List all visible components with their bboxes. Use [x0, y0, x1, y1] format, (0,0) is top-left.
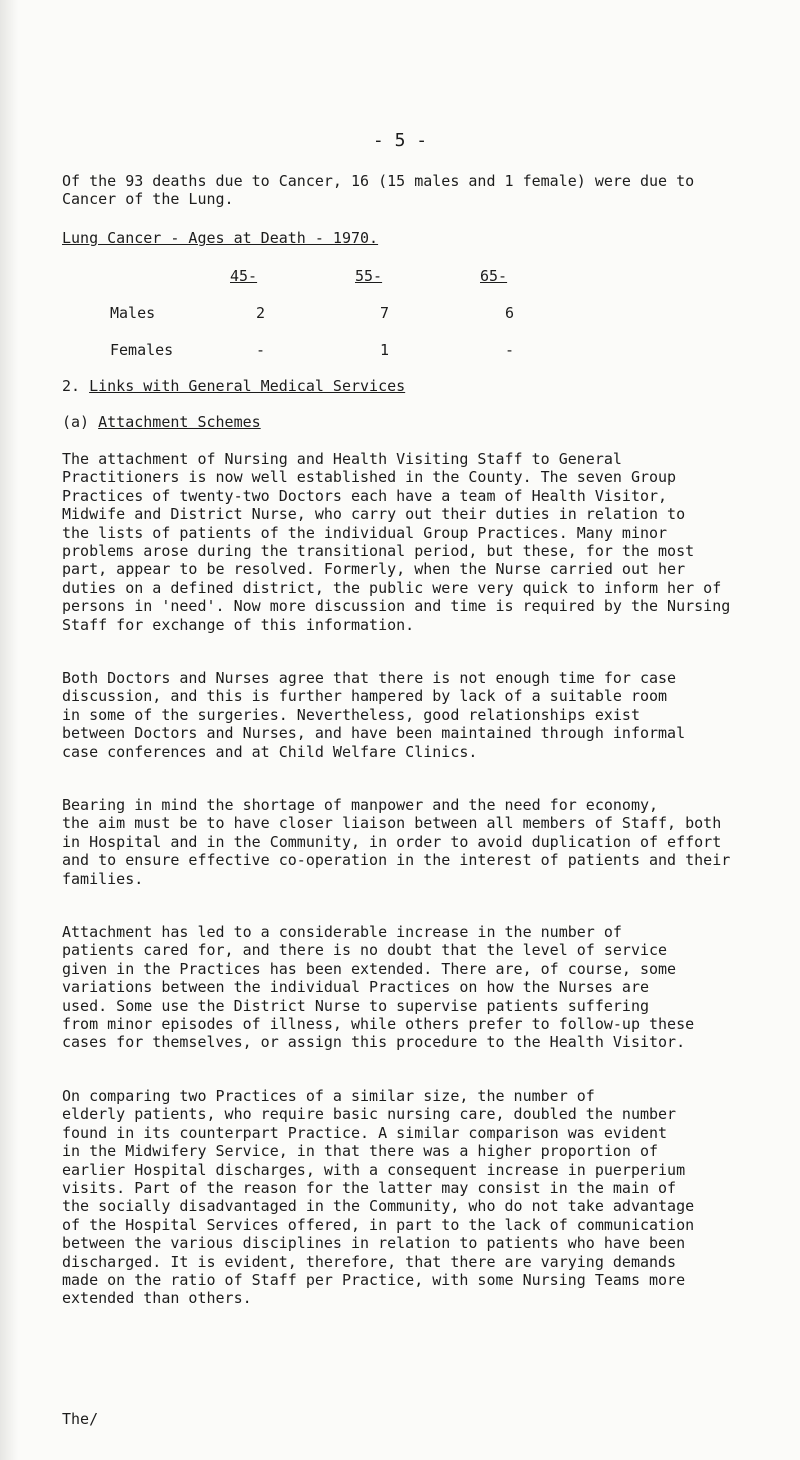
page-number: - 5 - — [372, 130, 428, 151]
body-paragraph: Attachment has led to a considerable increase in the number of patients cared for, and there is no doubt that the level of service given in the Practices has been extended. There are, of course, some variations between the individual Practices on how the Nurses are used. Some use the District Nurse to supervise patients suffering from minor episodes of illness, while others prefer to follow-up these cases for themselves, or assign this procedure to the Health Visitor. — [62, 923, 695, 1052]
table-cell: - — [505, 341, 515, 359]
intro-paragraph: Of the 93 deaths due to Cancer, 16 (15 males and 1 female) were due to Cancer of the Lung. — [62, 172, 695, 209]
table-cell: - — [256, 341, 266, 359]
scan-edge-shadow — [0, 0, 18, 1460]
table-cell: 2 — [256, 304, 266, 322]
body-paragraph: The attachment of Nursing and Health Visiting Staff to General Practitioners is now well established in the County. The seven Group Practices of twenty-two Doctors each have a team of Health Visitor, Midwife and District Nurse, who carry out their duties in relation to the lists of patients of the individual Group Practices. Many minor problems arose during the transitional period, but these, for the most part, appear to be resolved. Formerly, when the Nurse carried out her duties on a defined district, the public were very quick to inform her of persons in 'need'. Now more discussion and time is required by the Nursing Staff for exchange of this information. — [62, 450, 731, 634]
section-heading — [62, 377, 405, 395]
table-cell: 7 — [380, 304, 390, 322]
table-column-header: 65- — [480, 267, 508, 285]
body-paragraph: Bearing in mind the shortage of manpower and the need for economy, the aim must be to have closer liaison between all members of Staff, both in Hospital and in the Community, in order to avoid duplication of effort and to ensure effective co-operation in the interest of patients and their families. — [62, 796, 731, 888]
table-cell: 6 — [505, 304, 515, 322]
table-cell: 1 — [380, 341, 390, 359]
body-paragraph: Both Doctors and Nurses agree that there is not enough time for case discussion, and this is further hampered by lack of a suitable room in some of the surgeries. Nevertheless, good relationships exist between Doctors and Nurses, and have been maintained through informal case conferences and at Child Welfare Clinics. — [62, 669, 686, 761]
table-column-header: 55- — [355, 267, 383, 285]
subsection-title: Attachment Schemes — [98, 413, 261, 431]
section-title: Links with General Medical Services — [89, 377, 406, 395]
section-number: 2. — [62, 377, 81, 395]
table-row-label: Females — [110, 341, 174, 359]
subsection-heading — [62, 413, 261, 431]
table-column-header: 45- — [230, 267, 258, 285]
body-paragraph: On comparing two Practices of a similar size, the number of elderly patients, who require basic nursing care, doubled the number found in its counterpart Practice. A similar comparison was evident in the Midwifery Service, in that there was a higher proportion of earlier Hospital discharges, with a consequent increase in puerperium visits. Part of the reason for the latter may consist in the main of the socially disadvantaged in the Community, who do not take advantage of the Hospital Services offered, in part to the lack of communication between the various disciplines in relation to patients who have been discharged. It is evident, therefore, that there are varying demands made on the ratio of Staff per Practice, with some Nursing Teams more extended than others. — [62, 1087, 695, 1308]
lung-table-title: Lung Cancer - Ages at Death - 1970. — [62, 229, 379, 247]
subsection-label: (a) — [62, 413, 90, 431]
catchword: The/ — [62, 1410, 99, 1428]
table-row-label: Males — [110, 304, 156, 322]
